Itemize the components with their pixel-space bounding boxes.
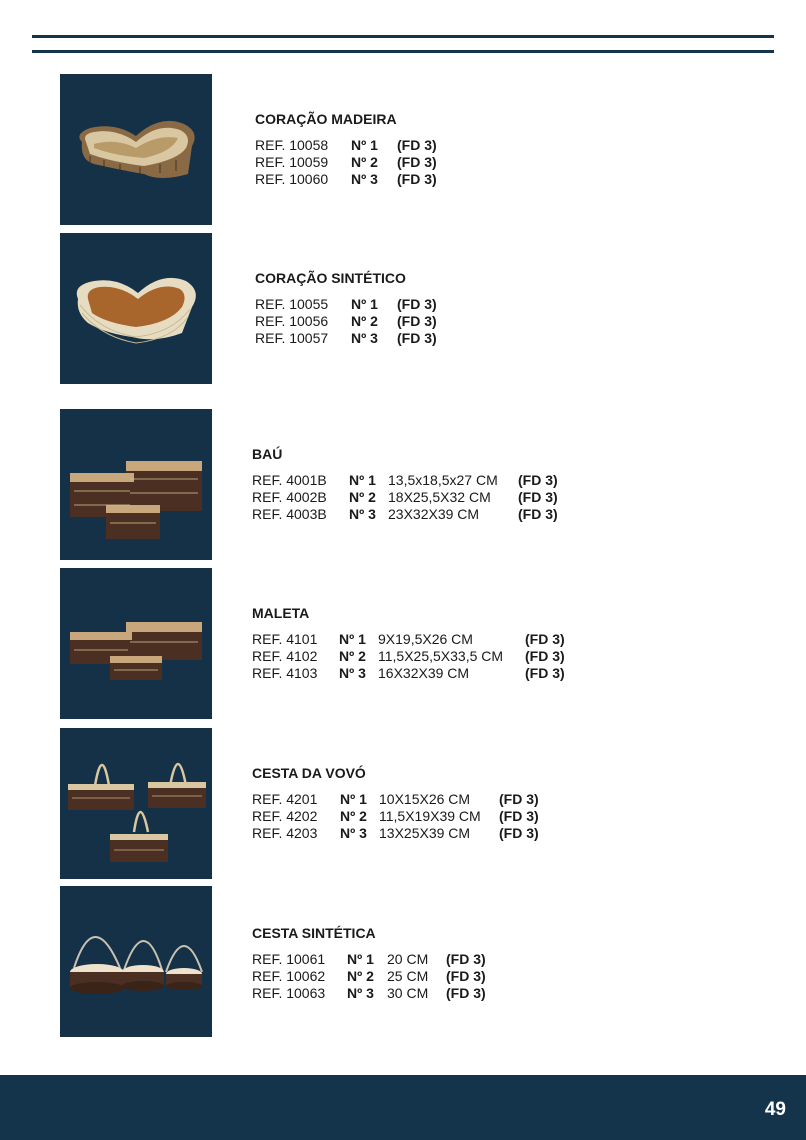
fd-code: (FD 3) bbox=[397, 154, 437, 170]
ref-code: REF. 4201 bbox=[252, 791, 318, 807]
product-info-synthetic-heart bbox=[255, 270, 437, 347]
dimensions: 13,5x18,5x27 CM bbox=[388, 472, 498, 488]
product-title: BAÚ bbox=[252, 446, 283, 462]
ref-code: REF. 4103 bbox=[252, 665, 318, 681]
fd-code: (FD 3) bbox=[397, 171, 437, 187]
size-number: Nº 2 bbox=[351, 154, 378, 170]
ref-code: REF. 10062 bbox=[252, 968, 326, 984]
fd-code: (FD 3) bbox=[518, 489, 558, 505]
product-title: CORAÇÃO SINTÉTICO bbox=[255, 270, 406, 286]
ref-code: REF. 10056 bbox=[255, 313, 329, 329]
product-image-synthetic-basket-set bbox=[60, 886, 212, 1037]
product-image-synthetic-heart-tray bbox=[60, 233, 212, 384]
product-title: CESTA DA VOVÓ bbox=[252, 765, 366, 781]
size-number: Nº 1 bbox=[347, 951, 374, 967]
product-info-chest bbox=[252, 446, 558, 523]
ref-row bbox=[252, 968, 486, 985]
dimensions: 25 CM bbox=[387, 968, 429, 984]
fd-code: (FD 3) bbox=[446, 951, 486, 967]
ref-code: REF. 4202 bbox=[252, 808, 318, 824]
ref-row bbox=[252, 648, 565, 665]
ref-code: REF. 4002B bbox=[252, 489, 327, 505]
dimensions: 16X32X39 CM bbox=[378, 665, 470, 681]
size-number: Nº 3 bbox=[339, 665, 366, 681]
ref-row bbox=[252, 951, 486, 968]
size-number: Nº 3 bbox=[351, 330, 378, 346]
fd-code: (FD 3) bbox=[499, 808, 539, 824]
ref-code: REF. 4003B bbox=[252, 506, 327, 522]
ref-row bbox=[255, 313, 437, 330]
ref-row bbox=[252, 808, 539, 825]
ref-row bbox=[252, 985, 486, 1002]
ref-code: REF. 4001B bbox=[252, 472, 327, 488]
dimensions: 20 CM bbox=[387, 951, 429, 967]
size-number: Nº 3 bbox=[347, 985, 374, 1001]
fd-code: (FD 3) bbox=[499, 791, 539, 807]
size-number: Nº 2 bbox=[340, 808, 367, 824]
header-rule-top bbox=[32, 35, 774, 38]
size-number: Nº 2 bbox=[347, 968, 374, 984]
ref-row bbox=[255, 154, 437, 171]
fd-code: (FD 3) bbox=[397, 330, 437, 346]
ref-row bbox=[252, 489, 558, 506]
fd-code: (FD 3) bbox=[397, 296, 437, 312]
ref-code: REF. 10060 bbox=[255, 171, 329, 187]
ref-row bbox=[252, 472, 558, 489]
ref-code: REF. 10055 bbox=[255, 296, 329, 312]
size-number: Nº 1 bbox=[339, 631, 366, 647]
ref-row bbox=[255, 171, 437, 188]
product-image-case-box-set bbox=[60, 568, 212, 719]
size-number: Nº 3 bbox=[351, 171, 378, 187]
fd-code: (FD 3) bbox=[499, 825, 539, 841]
ref-code: REF. 10057 bbox=[255, 330, 329, 346]
product-info-wooden-heart bbox=[255, 111, 437, 188]
product-info-grandma-basket bbox=[252, 765, 539, 842]
fd-code: (FD 3) bbox=[446, 985, 486, 1001]
product-title: MALETA bbox=[252, 605, 310, 621]
ref-row bbox=[252, 506, 558, 523]
ref-row bbox=[255, 137, 437, 154]
fd-code: (FD 3) bbox=[525, 648, 565, 664]
ref-row bbox=[252, 631, 565, 648]
fd-code: (FD 3) bbox=[446, 968, 486, 984]
header-rule-bottom bbox=[32, 50, 774, 53]
size-number: Nº 1 bbox=[349, 472, 376, 488]
ref-row bbox=[252, 825, 539, 842]
fd-code: (FD 3) bbox=[518, 472, 558, 488]
ref-code: REF. 10061 bbox=[252, 951, 326, 967]
ref-code: REF. 10063 bbox=[252, 985, 326, 1001]
dimensions: 11,5X25,5X33,5 CM bbox=[378, 648, 504, 664]
dimensions: 30 CM bbox=[387, 985, 429, 1001]
size-number: Nº 1 bbox=[351, 296, 378, 312]
product-info-synthetic-basket bbox=[252, 925, 486, 1002]
ref-row bbox=[252, 791, 539, 808]
product-title: CORAÇÃO MADEIRA bbox=[255, 111, 397, 127]
product-image-grandma-basket-set bbox=[60, 728, 212, 879]
size-number: Nº 2 bbox=[339, 648, 366, 664]
product-title: CESTA SINTÉTICA bbox=[252, 925, 376, 941]
fd-code: (FD 3) bbox=[397, 313, 437, 329]
ref-code: REF. 10058 bbox=[255, 137, 329, 153]
dimensions: 13X25X39 CM bbox=[379, 825, 471, 841]
fd-code: (FD 3) bbox=[525, 665, 565, 681]
dimensions: 11,5X19X39 CM bbox=[379, 808, 481, 824]
fd-code: (FD 3) bbox=[397, 137, 437, 153]
ref-row bbox=[252, 665, 565, 682]
page-number: 49 bbox=[764, 1099, 786, 1120]
dimensions: 23X32X39 CM bbox=[388, 506, 480, 522]
ref-code: REF. 10059 bbox=[255, 154, 329, 170]
fd-code: (FD 3) bbox=[525, 631, 565, 647]
dimensions: 18X25,5X32 CM bbox=[388, 489, 491, 505]
size-number: Nº 1 bbox=[351, 137, 378, 153]
fd-code: (FD 3) bbox=[518, 506, 558, 522]
size-number: Nº 2 bbox=[351, 313, 378, 329]
product-image-chest-box-set bbox=[60, 409, 212, 560]
ref-code: REF. 4203 bbox=[252, 825, 318, 841]
ref-code: REF. 4101 bbox=[252, 631, 318, 647]
page-footer bbox=[0, 1075, 806, 1140]
size-number: Nº 3 bbox=[340, 825, 367, 841]
dimensions: 10X15X26 CM bbox=[379, 791, 471, 807]
dimensions: 9X19,5X26 CM bbox=[378, 631, 473, 647]
size-number: Nº 1 bbox=[340, 791, 367, 807]
product-image-wooden-heart-tray bbox=[60, 74, 212, 225]
size-number: Nº 3 bbox=[349, 506, 376, 522]
ref-row bbox=[255, 296, 437, 313]
product-info-case bbox=[252, 605, 565, 682]
ref-code: REF. 4102 bbox=[252, 648, 318, 664]
size-number: Nº 2 bbox=[349, 489, 376, 505]
ref-row bbox=[255, 330, 437, 347]
